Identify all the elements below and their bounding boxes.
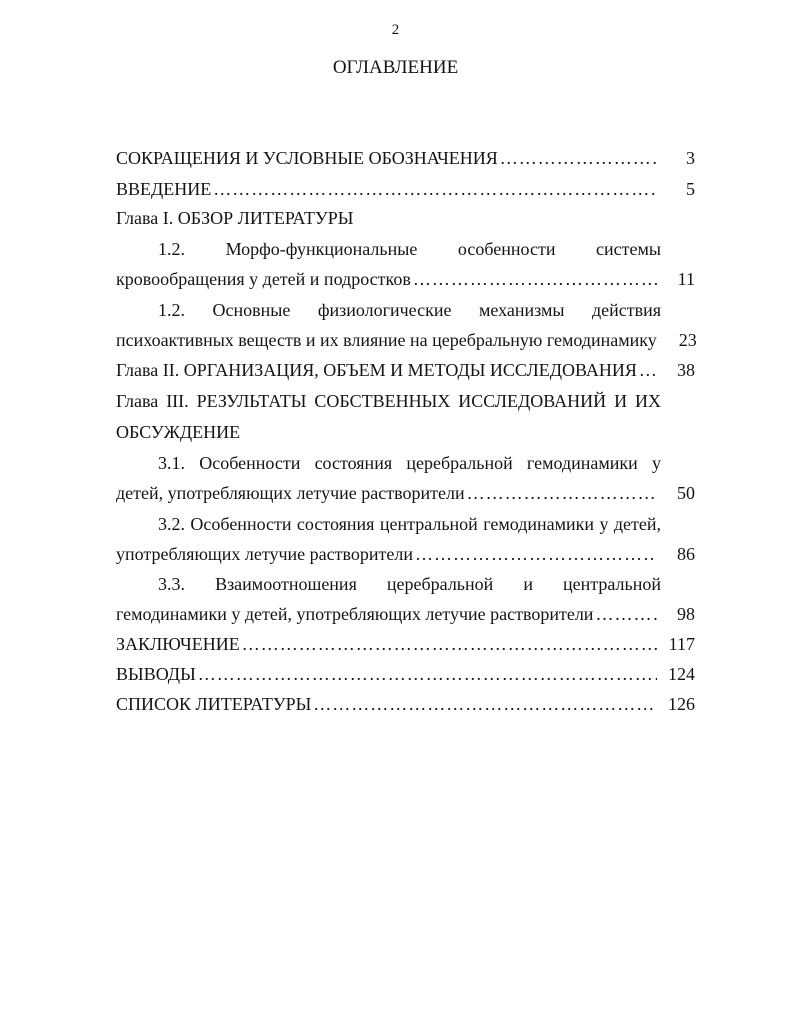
toc-entry-page: 11 <box>677 269 695 289</box>
dot-leader <box>415 542 657 566</box>
toc-entry-abbreviations[interactable] <box>116 146 695 170</box>
toc-chapter-3-line2[interactable]: ОБСУЖДЕНИЕ <box>116 422 241 442</box>
toc-entry-introduction[interactable] <box>116 177 695 201</box>
toc-entry-page: 3 <box>686 148 695 168</box>
toc-title: ОГЛАВЛЕНИЕ <box>332 57 459 78</box>
toc-entry-page: 86 <box>677 544 695 564</box>
toc-entry-references[interactable] <box>116 692 695 716</box>
toc-entry-page: 38 <box>677 360 695 380</box>
toc-entry-title: детей, употребляющих летучие растворители <box>116 483 465 503</box>
toc-section-1-2-line1[interactable]: 1.2. Основные физиологические механизмы действия <box>158 300 661 320</box>
toc-entry-title: ВЫВОДЫ <box>116 664 196 684</box>
toc-entry-page: 126 <box>668 694 695 714</box>
toc-entry-title: Глава II. ОРГАНИЗАЦИЯ, ОБЪЕМ И МЕТОДЫ ИССЛЕДОВАНИЯ <box>116 360 637 380</box>
toc-section-1-1-line1[interactable]: 1.2. Морфо-функциональные особенности системы <box>158 239 661 259</box>
toc-entry-title: СОКРАЩЕНИЯ И УСЛОВНЫЕ ОБОЗНАЧЕНИЯ <box>116 148 498 168</box>
dot-leader <box>413 267 657 291</box>
toc-entry-title: употребляющих летучие растворители <box>116 544 413 564</box>
toc-entry-title: психоактивных веществ и их влияние на церебральную гемодинамику <box>116 330 657 350</box>
toc-chapter-1-title[interactable]: Глава I. ОБЗОР ЛИТЕРАТУРЫ <box>116 208 354 228</box>
toc-entry-title: ЗАКЛЮЧЕНИЕ <box>116 634 240 654</box>
page-number: 2 <box>391 22 400 38</box>
dot-leader <box>500 146 657 170</box>
dot-leader <box>198 662 657 686</box>
toc-entry-page: 124 <box>668 664 695 684</box>
dot-leader <box>213 177 657 201</box>
toc-entry-page: 98 <box>677 604 695 624</box>
toc-entry-conclusion[interactable] <box>116 632 695 656</box>
dot-leader <box>242 632 657 656</box>
dot-leader <box>467 481 657 505</box>
dot-leader <box>639 358 657 382</box>
toc-section-1-2-line2[interactable] <box>116 328 695 352</box>
toc-entry-title: СПИСОК ЛИТЕРАТУРЫ <box>116 694 312 714</box>
toc-chapter-2[interactable] <box>116 358 695 382</box>
toc-entry-title: ВВЕДЕНИЕ <box>116 179 212 199</box>
toc-section-3-2-line1[interactable]: 3.2. Особенности состояния центральной гемодинамики у детей, <box>158 514 661 534</box>
toc-section-3-1-line2[interactable] <box>116 481 695 505</box>
toc-entry-page: 50 <box>677 483 695 503</box>
toc-entry-title: кровообращения у детей и подростков <box>116 269 411 289</box>
toc-section-3-3-line1[interactable]: 3.3. Взаимоотношения церебральной и центральной <box>158 574 661 594</box>
toc-entry-page: 5 <box>686 179 695 199</box>
toc-section-1-1-line2[interactable] <box>116 267 695 291</box>
toc-entry-title: гемодинамики у детей, употребляющих летучие растворители <box>116 604 594 624</box>
dot-leader <box>595 602 657 626</box>
toc-section-3-1-line1[interactable]: 3.1. Особенности состояния церебральной гемодинамики у <box>158 453 661 473</box>
toc-entry-page: 23 <box>678 330 697 350</box>
toc-entry-page: 117 <box>668 634 695 654</box>
dot-leader <box>313 692 657 716</box>
toc-section-3-2-line2[interactable] <box>116 542 695 566</box>
toc-entry-findings[interactable] <box>116 662 695 686</box>
toc-chapter-3-line1[interactable]: Глава III. РЕЗУЛЬТАТЫ СОБСТВЕННЫХ ИССЛЕДОВАНИЙ И ИХ <box>116 391 661 411</box>
toc-section-3-3-line2[interactable] <box>116 602 695 626</box>
